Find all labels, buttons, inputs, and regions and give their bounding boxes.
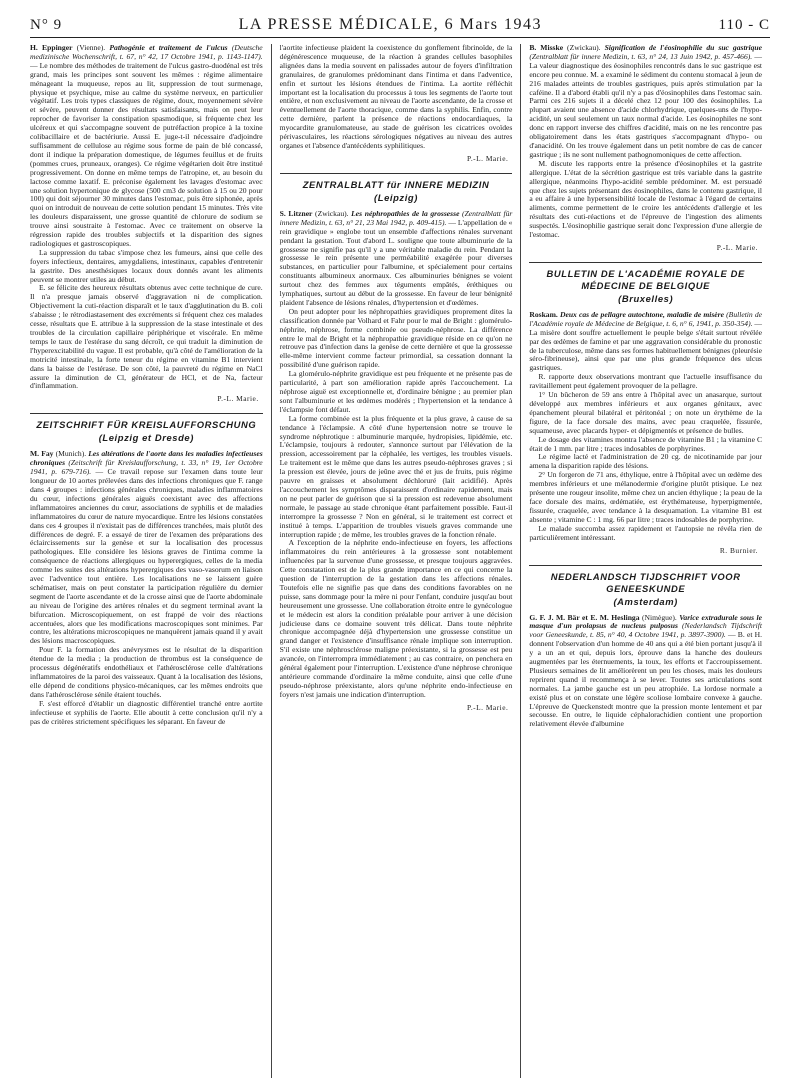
article-paragraph: Le dosage des vitamines montra l'absence de vitamine B1 ; la vitamine C était de 1 mm. par litre ; traces indosables de porphyrines. (529, 434, 763, 453)
article-signature: P.-L. Marie. (217, 394, 259, 404)
article-paragraph: F. s'est efforcé d'établir un diagnostic différentiel tranché entre aortite infectieuse et syphilis de l'aorte. Elle aboutit à cette conclusion qu'il n'y a pas de critères strictement spécifiques les séparant. En faveur de (30, 698, 263, 726)
article-authors: G. F. J. M. Bär et E. M. Heslinga (529, 612, 640, 622)
article-title: Les néphropathies de la grossesse (351, 208, 460, 218)
article-signature: P.-L. Marie. (467, 153, 509, 163)
journal-title: NEDERLANDSCH TIJDSCHRIFT VOOR GENEESKUNDE (529, 565, 762, 595)
article-authors: Roskam. (529, 309, 558, 319)
article-city: (Zwickau). (563, 44, 605, 52)
journal-title: ZEITSCHRIFT FÜR KREISLAUFFORSCHUNG (30, 413, 263, 431)
article-paragraph: La forme combinée est la plus fréquente et la plus grave, à cause de sa tendance à l'éclampsie. A côté d'une hypertension notre se trouve le syndrome néphrotique : albuminurie marquée, hydropisies, lipidémie, etc. L'éclampsie, toujours à redouter, s'annonce surtout par l'élévation de la pression, accessoirement par la céphalée, les vertiges, les troubles visuels. Le traitement est le même que dans les autres pseudo-néphroses graves ; si la pression est élevée, jours de jeûne avec thé et jus de fruits, puis régime pauvre en graisses et absolument déchloruré (lait acidifié). Après l'accouchement les symptômes disparaissent d'ordinaire rapidement, mais on ne peut parler de guérison que si la pression est redevenue absolument normale, le passage au stade chronique étant parfaitement possible. Faut-il interrompre la grossesse ? Non en général, si le traitement est correct et institué à temps. L'apparition de troubles visuels graves commande une interruption rapide ; de même, les troubles graves de la fonction rénale. (279, 413, 513, 539)
article-source: (Zentralblatt für innere Medizin, t. 63, n° 24, 13 Juin 1942, p. 457-466). (529, 51, 755, 61)
article-text: — L'appellation de « rein gravidique » englobe tout un ensemble d'affections rénales survenant pendant la gestation. Tout d'abord L. souligne que toute albuminurie de la grossesse ne signifie pas qu'il y a une véritable maladie du rein. Pendant la grossesse le rein présente une perméabilité exagérée pour diverses substances, en particulier pour l'albumine, et spécialement pour certains constituants albumineux anormaux. Ces albuminuries bénignes se voient surtout chez des femmes aux téguments empâtés, éréthiques ou lymphatiques, surtout au début de la grossesse. En faveur de leur bénignité plaident l'absence de lésions rénales, d'hypertension et d'œdèmes. (279, 217, 513, 307)
article-authors: B. Misske (529, 44, 564, 52)
article-text: — Ce travail repose sur l'examen dans toute leur longueur de 10 aortes prélevées dans des infections chroniques que F. range dans 4 groupes : infections générales chroniques, maladies inflammatoires du cœur, infections générales aiguës coexistant avec des affections inflammatoires anciennes du cœur, associations de syphilis et de maladies inflammatoires du cœur de nature myocardique. Entre les lésions constatées dans ces 4 groupes il n'existait pas de différences tranchées, mais plutôt des différences de degré. F. a essayé de tirer de l'examen des préparations des éclaircissements sur la genèse et sur la localisation des processus pathologiques. Elle considère les lésions graves de l'intima comme la conséquence de réactions allergiques ou hyperergiques, celles de la media comme les suites des altérations hyperergiques des vaso-vasorum en liaison avec l'adventice tout entière. Les localisations ne se laissent guère schématiser, mais on peut constater la participation régulière du dernier segment de l'aorte ascendante et de la crosse ainsi que de l'aorte abdominale au niveau de l'origine des artères rénales et du segment terminal avant la bifurcation. Microscopiquement, on est frappé de voir des réactions accentuées, alors que les modifications macroscopiques sont minimes. Par contre, les altérations microscopiques ne manquèrent jamais quand il y avait des lésions macroscopiques. (30, 467, 263, 646)
article-city: (Munich). (53, 449, 89, 459)
article-signature: R. Burnier. (719, 545, 759, 555)
article-litzner (280, 210, 513, 308)
article-paragraph: Le malade succomba assez rapidement et l'autopsie ne révéla rien de particulièrement intéressant. (529, 523, 763, 542)
journal-heading (30, 413, 263, 444)
article-title: Signification de l'éosinophilie du suc gastrique (604, 44, 763, 52)
article-columns (30, 44, 770, 1078)
journal-title: ZENTRALBLATT für INNERE MEDIZIN (280, 173, 513, 191)
article-authors: H. Eppinger (30, 44, 73, 52)
article-authors: S. Litzner (279, 208, 313, 218)
article-source: (Zeitschrift für Kreislaufforschung, t. 33, n° 19, 1er Octobre 1941, p. 679-716). (30, 458, 263, 477)
article-text: — B. et H. donnent l'observation d'un homme de 40 ans qui a été bien portant jusqu'à il y a un an et qui, depuis lors, éprouve dans la hanche des douleurs augmentées par les éternuements, la toux, les efforts et l'accroupissement. Plusieurs semaines de lit améliorèrent un peu les choses, mais les douleurs reprirent quand il recommença à se lever. Toutes ses articulations sont normales. La jambe gauche est un peu atrophiée. La lordose normale a existé plus et on constate une légère scoliose lombaire convexe à gauche. L'épreuve de Queckenstedt montre que la pression monte lentement et par secousse. En outre, le liquide céphalorachidien contient une proportion relativement élevée d'albumine (529, 630, 763, 729)
article-text: — La valeur diagnostique des éosinophiles rencontrés dans le suc gastrique est encore peu connue. M. a examiné le sédiment du contenu stomacal à jeun de 216 malades atteints de troubles gastriques, puis après stimulation par la caféine. Il a d'abord établi qu'il n'y a pas d'éosinophiles dans l'estomac sain. Parmi ces 216 sujets il a décelé chez 12 pour 100 des éosinophiles. La plupart avaient une absence d'acide chlorhydrique, quelques-uns de l'hypo-acidité, un seul seulement un taux normal d'acide. Les éosinophiles ne sont donc en rapport inverse des chiffres d'acidité, mais on ne les rencontre pas obligatoirement dans les états gastriques s'accompagnant d'hypo- ou d'anacidité. On les trouve également dans un petit nombre de cas de cancer gastrique ; ils ne sont nullement pathognomoniques de cette affection. (529, 51, 763, 159)
article-paragraph: Pour F. la formation des anévrysmes est le résultat de la disparition étendue de la media ; la production de thrombus est la conséquence de processus dégénératifs endothéliaux et l'athérosclérose celle d'altérations inflammatoires de la paroi des vaisseaux. Quant à la localisation des lésions, elle dépend de conditions physico-mécaniques, car les mêmes endroits que dans l'athérosclérose sénile étaient touchés. (30, 645, 263, 699)
page-number: 110 - C (718, 17, 770, 33)
article-paragraph: La suppression du tabac s'impose chez les fumeurs, ainsi que celle des foyers infectieux, dentaires, amygdaliens, intestinaux, capables d'entretenir la gastrite. Des anesthésiques locaux doux donnés avant les aliments peuvent se montrer utiles au début. (30, 247, 263, 284)
article-misske (529, 44, 762, 160)
journal-title: BULLETIN DE L'ACADÉMIE ROYALE DE MÉDECINE DE BELGIQUE (529, 262, 762, 292)
article-paragraph: M. discute les rapports entre la présence d'éosinophiles et la gastrite allergique. L'état de la sécrétion gastrique est très variable dans la gastrite allergique, néanmoins l'hypo-acidité semble prédominer. M. est persuadé que chez les sujets présentant des éosinophiles, dans le contenu gastrique, il a eu affaire à une hypersensibilité locale de l'estomac à l'égard de certains aliments, comme permettent de le croire les antécédents d'allergie et les résultats des cuti-réactions et de l'épreuve de l'ingestion des aliments suspectés. L'éosinophilie gastrique serait donc l'expression d'une allergie de l'estomac. (529, 158, 763, 240)
page-header (30, 12, 770, 38)
article-source: (Deutsche medizinische Wochenschrift, t. 67, n° 42, 17 Octobre 1941, p. 1143-1147). (30, 44, 263, 61)
issue-number: N° 9 (30, 17, 63, 33)
article-eppinger (30, 44, 263, 249)
article-paragraph: l'aortite infectieuse plaident la coexistence du gonflement fibrinoïde, de la dégénérescence muqueuse, de la réaction à grandes cellules basophiles alignées dans la media souvent en palissades autour de foyers d'infiltration granulaires, de granulomes prédominant dans l'intima et dans l'adventice, enfin et surtout les lésions étendues de l'intima. La aortite réfléchit important est la localisation du processus à tous les segments de l'aorte tout entière, et non exclusivement au niveau de l'aorte ascendante, de la crosse et éventuellement de l'aorte thoracique, comme dans la syphilis. Enfin, contre cette dernière, parlent la présence de réactions endocardiaques, la myocardite granulomateuse, au stade de guérison les cicatrices ovoïdes périvasculaires, les réactions sérologiques négatives au niveau des autres organes et l'absence d'antécédents syphilitiques. (279, 44, 513, 150)
column-3 (521, 44, 770, 1078)
article-fay (30, 450, 263, 646)
article-paragraph: 2° Un forgeron de 71 ans, éthylique, entre à l'hôpital avec un œdème des membres inférieurs et une mélanodermie d'origine plutôt ptisique. Le nez présente une rougeur insolite, même chez un ancien éthylique ; la peau de la face dorsale des mains, œdématiée, est érythémateuse, hyperpigmentée, fissurée, craquelée, avec tendance à la desquamation. La vitamine B1 est absente ; vitamine C : 1 mg. 66 par litre ; traces indosables de porphyrine. (529, 470, 763, 524)
article-paragraph: 1° Un bûcheron de 59 ans entre à l'hôpital avec un anasarque, surtout développé aux membres inférieurs et aux organes génitaux, avec épanchement pleural bilatéral et péritonéal ; on note un érythème de la figure, de la face dorsale des mains, avec peau craquelée, fissurée, squameuse, avec placards hyper- et dépigmentés et présence de bulles. (529, 390, 763, 435)
column-1 (30, 44, 272, 1078)
journal-heading (280, 173, 513, 204)
article-title: Pathogénie et traitement de l'ulcus (109, 44, 228, 52)
article-paragraph: La glomérulo-néphrite gravidique est peu fréquente et ne présente pas de particularité, à part son amélioration rapide après l'accouchement. La néphrose aiguë est exceptionnelle et, d'ordinaire bénigne ; au premier plan sont l'albuminurie et les œdèmes modérés ; l'hypertension et la tendance à l'éclampsie font défaut. (279, 369, 513, 414)
article-source: (Nederlandsch Tijdschrift voor Geneeskunde, t. 85, n° 40, 4 Octobre 1941, p. 3897-3900). (529, 621, 763, 640)
article-title: Les altérations de l'aorte dans les maladies infectieuses chroniques (30, 449, 263, 468)
article-paragraph: A l'exception de la néphrite endo-infectieuse en foyers, les affections inflammatoires du rein antérieures à la grossesse sont notablement influencées par la survenue d'une grossesse, et presque toujours aggravées. Cette constatation est de la plus grande importance en ce qui concerne la question de l'interruption de la gestation dans les affections rénales. Toutefois elle ne signifie pas que dans des conditions favorables on ne puisse, sans dommage pour la mère ni pour l'enfant, conduire jusqu'au bout heureusement une grossesse. Une collaboration étroite entre le gynécologue et le médecin est alors la condition préalable pour arriver à une décision judicieuse dans ce domaine souvent très délicat. Dans toute néphrite chronique accompagnée déjà d'hypertension une grossesse constitue un grand danger et l'existence d'insuffisance rénale implique son interruption. S'il existe une néphrosclérose maligne préexistante, si la grossesse est peu avancée, on l'interrompra immédiatement ; au cas contraire, on penchera en général également pour l'interruption. L'existence d'une néphrose chronique antérieure commande d'ordinaire la même conduite, ainsi que celle d'une pseudo-néphrose préexistante, alors qu'une néphrite endo-infectieuse en foyers n'est jamais une indication d'interruption. (279, 538, 513, 699)
article-title: Varice extradurale sous le masque d'un prolapsus de nucleus pulposus (529, 612, 763, 631)
article-roskam (529, 311, 762, 373)
article-paragraph: R. rapporte deux observations montrant que l'actuelle insuffisance du ravitaillement peut également provoquer de la pellagre. (529, 372, 763, 391)
article-text: — La misère dont souffre actuellement le peuple belge s'était surtout révélée par des œdèmes de famine et par une aggravation considérable du pronostic de la tuberculose, même dans ses formes habituellement bénignes (pleurésie séro-fibrineuse), ainsi que par une plus grande fréquence des ulcus gastriques. (529, 318, 763, 373)
article-authors: M. Fay (30, 449, 54, 459)
column-2 (272, 44, 522, 1078)
article-paragraph: E. se félicite des heureux résultats obtenus avec cette technique de cure. Il n'a presque jamais observé d'aggravation ni de complication. Objectivement la cuti-réaction disparaît et le taux d'agglutination du B. coli s'abaisse ; le rétrodiastasement des excréments si fréquent chez ces malades cesse, résultats que E. attribue à la suppression de la stase intestinale et des troubles de la circulation capillaire périphérique et viscérale. En même temps le taux de l'estérase du sang décroît, ce qui traduit la diminution de l'hyperexcitabilité du vague. Il est probable, qu'à côté de l'amélioration de la motricité intestinale, la forte teneur du régime en vitamine B1 intervient dans la baisse de l'estérase. De son côté, la pauvreté du régime en NaCl assure la diminution de Cl, générateur de HCl, et de Na, facteur d'inflammation. (30, 283, 263, 391)
article-city: (Nimègue). (639, 612, 680, 622)
journal-city: (Leipzig) (374, 191, 418, 203)
article-bar-heslinga (529, 614, 762, 730)
journal-city: (Amsterdam) (613, 595, 678, 607)
article-city: (Zwickau). (312, 208, 352, 218)
article-city: (Vienne). (72, 44, 110, 52)
article-signature: P.-L. Marie. (467, 702, 509, 712)
article-signature: P.-L. Marie. (716, 242, 759, 252)
article-paragraph: On peut adopter pour les néphropathies gravidiques proprement dites la classification donnée par Volhard et Fahr pour le mal de Bright : glomérulo-néphrite, néphrose, forme combinée ou pseudo-néphrose. La différence entre le mal de Bright et la néphropathie gravidique réside en ce qu'on ne retrouve pas d'infection dans la genèse de cette dernière et que la grossesse elle-même intervient comme facteur primordial, sa cessation donnant la possibilité d'une guérison rapide. (279, 306, 513, 370)
article-text: — Le nombre des méthodes de traitement de l'ulcus gastro-duodénal est très grand, mais les principes sont souvent les mêmes : régime alimentaire ménageant la muqueuse, repos au lit, suppression de tout surmenage, physique et psychique, mise au calme du système nerveux, en particulier végétatif. Les trois types classiques de régime, doux, moyennement sévère et sévère, peuvent donner des résultats satisfaisants, mais on peut leur reprocher de favoriser la constipation spasmodique, si fréquente chez les ulcéreux et qui s'accompagne souvent de putréfaction propice à la toxine colibacillaire et de bactériurie. Aussi E. juge-t-il nécessaire d'adjoindre suffisamment de cellulose au régime sous forme de pain de blé concassé, dont il indique la préparation domestique, de légumes feuillus et de fruits (pommes crues, pruneaux, oranges). Ce régime végétarien doit être institué progressivement. On donne en même temps de l'atropine, et, au besoin du lactose comme laxatif. E. préconise également les lavages d'estomac avec une solution hypertonique de glycose (500 cm3 de solution à 15 ou 20 pour 100) qui doit séjourner 30 minutes dans l'estomac, puis être siphonée, après quoi on introduit de nouveau de cette solution pendant 15 minutes. Très vite les douleurs disparaissent, une grosse quantité de chlorure de sodium se trouve ainsi soustraite à l'estomac. Avec ce traitement on observe la régression rapide des troubles subjectifs et la disparition des signes radiologiques et gastroscopiques. (30, 60, 263, 248)
journal-heading (529, 262, 762, 305)
article-source: (Bulletin de l'Académie royale de Médecine de Belgique, t. 6, n° 6, 1941, p. 350-354). (529, 309, 763, 328)
article-paragraph: Le régime lacté et l'administration de 20 cg. de nicotinamide par jour amena la disparition rapide des lésions. (529, 452, 763, 471)
newspaper-title: LA PRESSE MÉDICALE, 6 Mars 1943 (238, 16, 543, 33)
journal-heading (529, 565, 762, 608)
journal-city: (Leipzig et Dresde) (98, 432, 194, 444)
article-source: (Zentralblatt für innere Medizin, t. 63, n° 21, 23 Mai 1942, p. 409-415). (279, 208, 513, 227)
journal-city: (Bruxelles) (618, 292, 674, 304)
article-title: Deux cas de pellagre autochtone, maladie de misère (559, 309, 725, 319)
